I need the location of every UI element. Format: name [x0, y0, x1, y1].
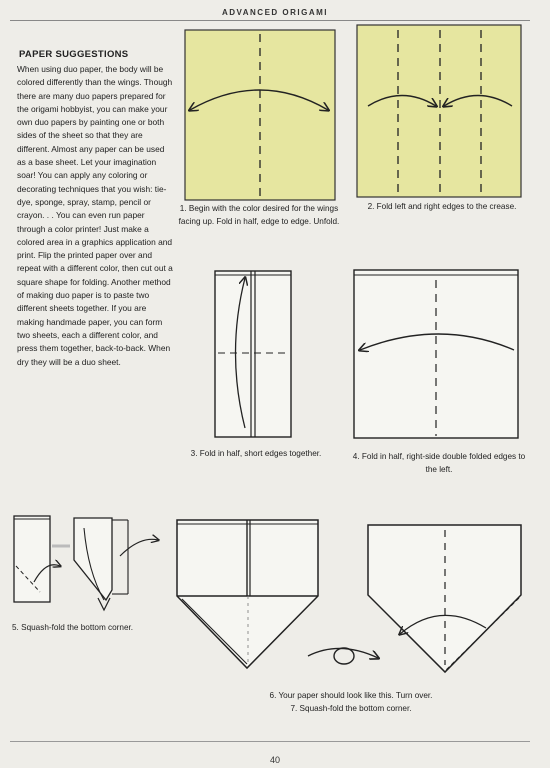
step4-diagram	[354, 270, 518, 438]
sidebar-body: When using duo paper, the body will be colored differently than the wings. Though there are many duo papers prepared for the origami hobbyist, you can make your own duo papers by painting one or both sides of the sheet so that they are different. Almost any paper can be used as a base sheet. Let your imagination soar! You can apply any coloring or decorating techniques that you wish: tie-dye, sponge, spray, stamp, pencil or crayon. . . You can even run paper through a color printer! Just make a colored area in a graphics application and print. Flip the printed paper over and repeat with a different color, then cut out a square shape for folding. Another method of making duo paper is to paste two different sheets together. If you are making handmade paper, you can form two sheets, each a different color, and press them together, back-to-back. When dry they will be a duo sheet.	[17, 64, 173, 367]
step7-diagram	[368, 525, 521, 672]
turn-over-symbol	[308, 648, 378, 664]
step1-diagram	[185, 30, 335, 200]
step6-diagram	[177, 520, 318, 668]
step3-diagram	[215, 271, 291, 437]
sidebar-title: PAPER SUGGESTIONS	[19, 49, 129, 60]
caption-step7: 7. Squash-fold the bottom corner.	[290, 704, 412, 713]
caption-step5: 5. Squash-fold the bottom corner.	[12, 623, 134, 632]
caption-step2: 2. Fold left and right edges to the crease.	[367, 202, 517, 211]
caption-step1: 1. Begin with the color desired for the wings facing up. Fold in half, edge to edge. Unfold.	[178, 204, 340, 226]
caption-step4: 4. Fold in half, right-side double folded edges to the left.	[352, 452, 526, 474]
page-number: 40	[269, 755, 280, 765]
caption-step3: 3. Fold in half, short edges together.	[190, 449, 322, 458]
footer-rule	[10, 741, 530, 742]
step2-diagram	[357, 25, 521, 197]
step5-diagram	[14, 516, 158, 610]
running-header: ADVANCED ORIGAMI	[221, 8, 329, 17]
caption-step6: 6. Your paper should look like this. Turn over.	[269, 691, 433, 700]
